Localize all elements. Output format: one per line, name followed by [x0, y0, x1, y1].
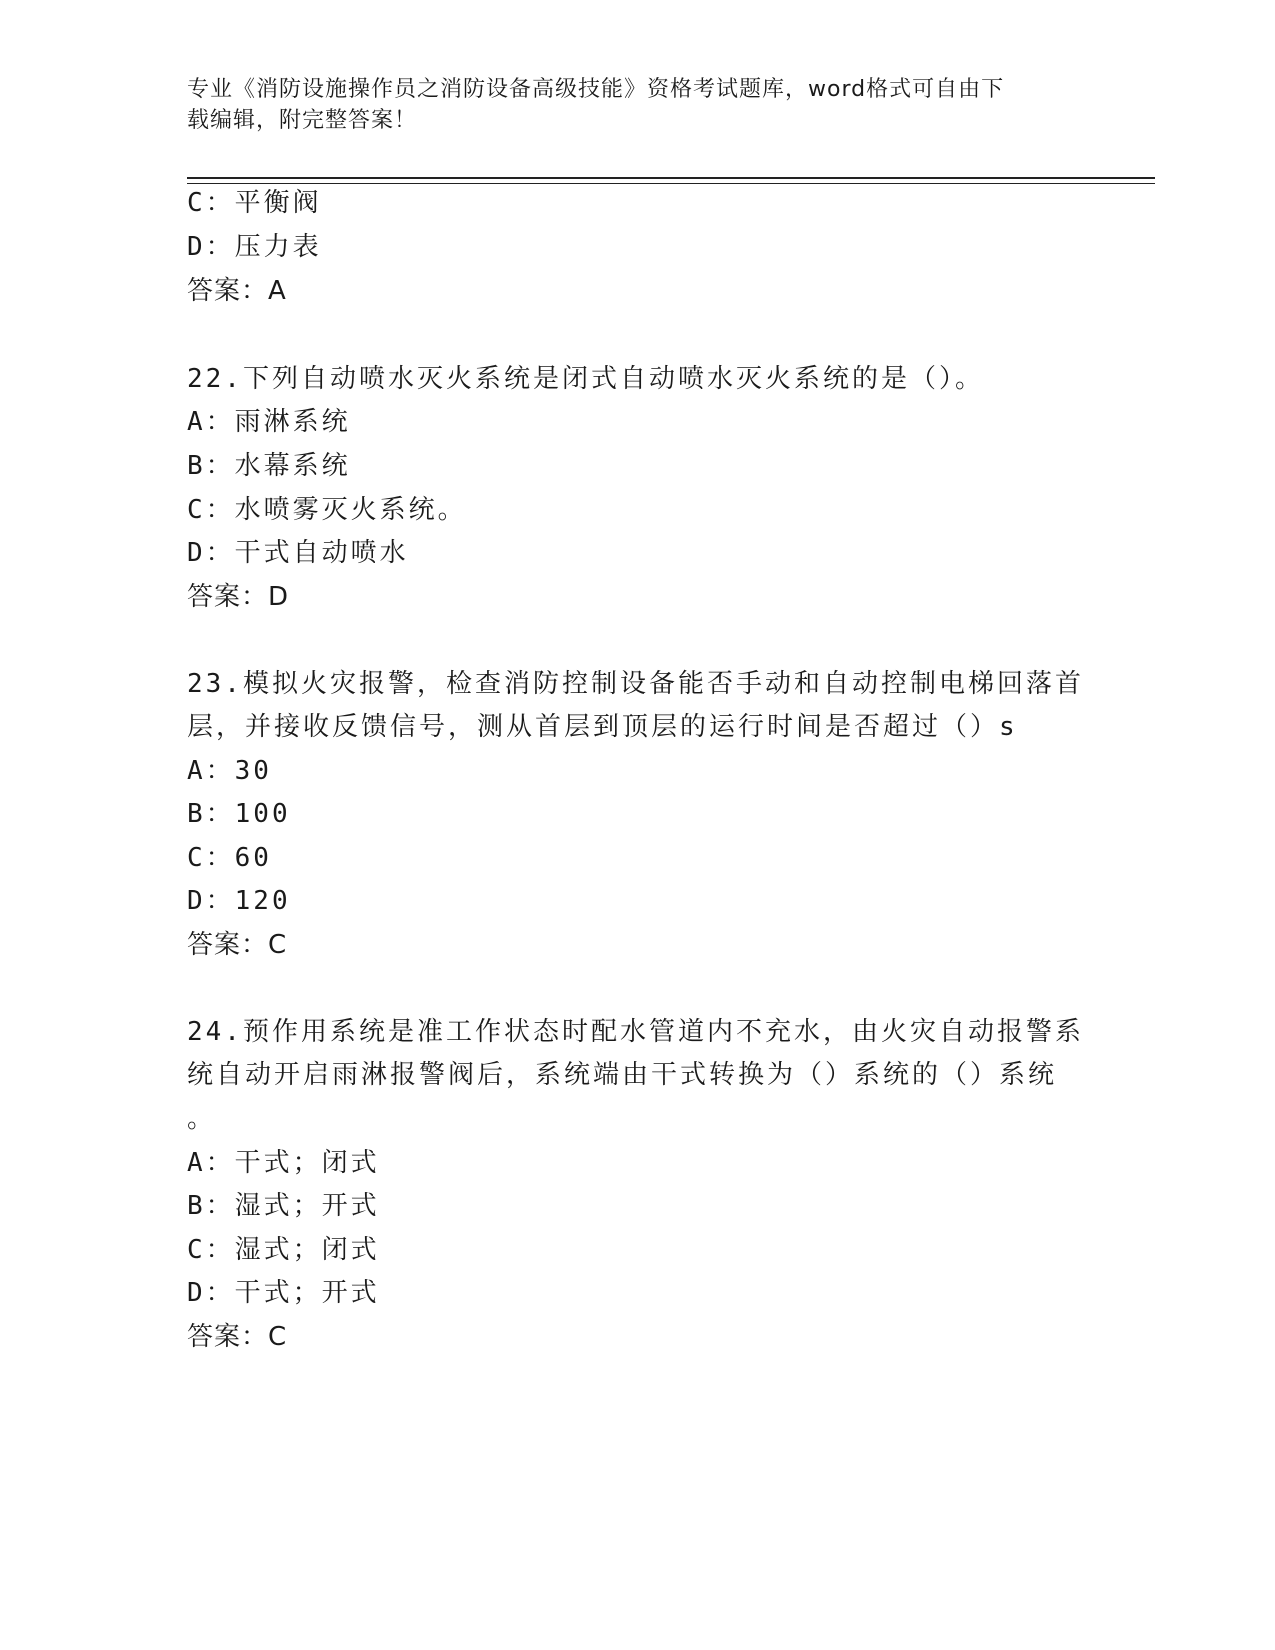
- option-c: C：水喷雾灭火系统。: [187, 495, 467, 525]
- header-line-2: 载编辑，附完整答案！: [187, 108, 418, 133]
- question-stem: 。: [187, 1104, 217, 1134]
- answer: 答案：C: [187, 1322, 288, 1352]
- option-b: B：100: [187, 799, 291, 829]
- document-header: [187, 74, 1067, 136]
- option-c: C：平衡阀: [187, 188, 322, 218]
- question-stem: 24.预作用系统是准工作状态时配水管道内不充水，由火灾自动报警系: [187, 1017, 1084, 1047]
- header-rule-thin: [187, 183, 1155, 184]
- option-d: D：干式自动喷水: [187, 538, 409, 568]
- option-a: A：雨淋系统: [187, 407, 351, 437]
- option-a: A：30: [187, 756, 272, 786]
- option-d: D：压力表: [187, 232, 322, 262]
- question-stem: 统自动开启雨淋报警阀后，系统端由干式转换为（）系统的（）系统: [187, 1060, 1058, 1090]
- option-b: B：水幕系统: [187, 451, 351, 481]
- header-line-1: 专业《消防设施操作员之消防设备高级技能》资格考试题库，word格式可自由下: [187, 77, 1005, 102]
- option-c: C：60: [187, 843, 272, 873]
- question-stem: 22.下列自动喷水灭火系统是闭式自动喷水灭火系统的是（）。: [187, 364, 984, 394]
- answer: 答案：A: [187, 276, 287, 306]
- header-rule-thick: [187, 177, 1155, 179]
- question-stem: 23.模拟火灾报警，检查消防控制设备能否手动和自动控制电梯回落首: [187, 669, 1084, 699]
- option-c: C：湿式；闭式: [187, 1235, 380, 1265]
- answer: 答案：C: [187, 930, 288, 960]
- option-a: A：干式；闭式: [187, 1148, 380, 1178]
- answer: 答案：D: [187, 582, 290, 612]
- option-d: D：干式；开式: [187, 1278, 380, 1308]
- option-b: B：湿式；开式: [187, 1191, 380, 1221]
- option-d: D：120: [187, 886, 291, 916]
- question-stem: 层，并接收反馈信号，测从首层到顶层的运行时间是否超过（）s: [187, 712, 1018, 742]
